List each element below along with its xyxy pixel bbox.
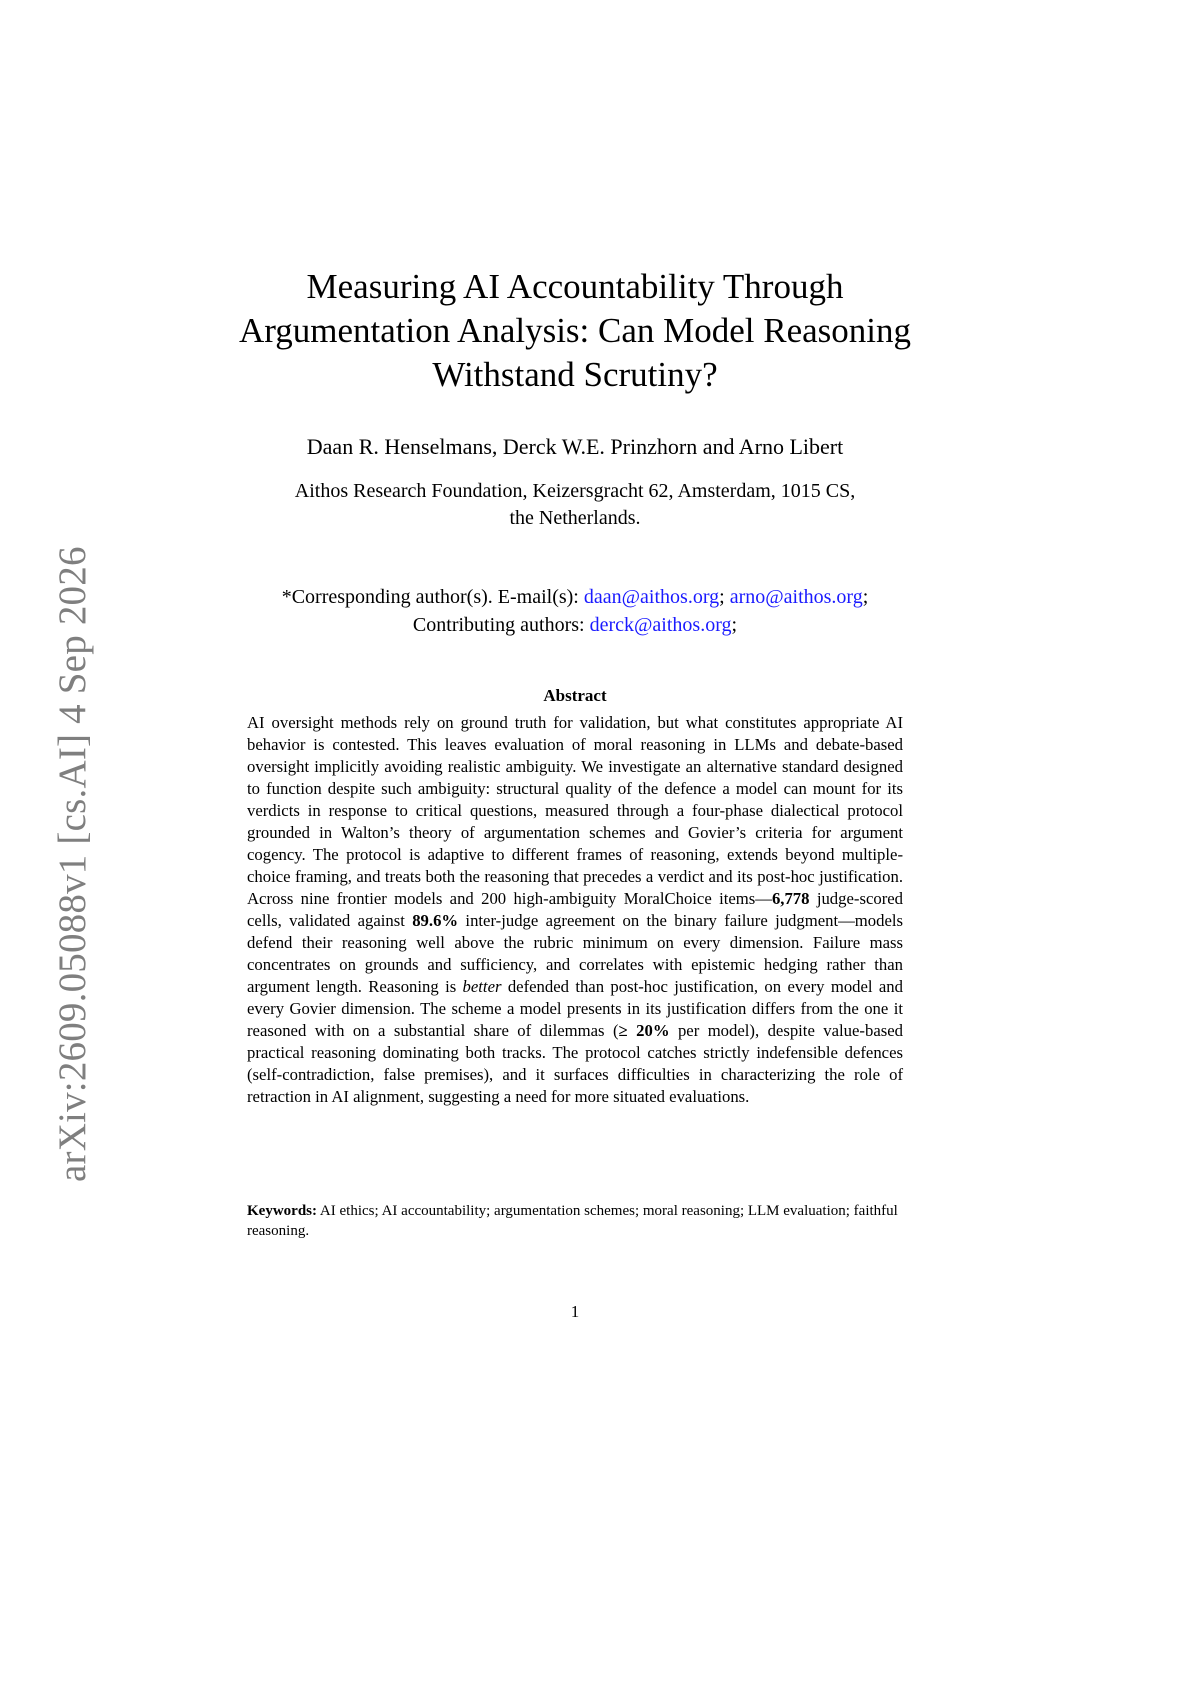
email-link-arno[interactable]: arno@aithos.org <box>729 586 863 608</box>
corresponding-authors <box>150 583 1000 639</box>
email-terminator: ; <box>731 614 738 636</box>
abstract-stat-share: ≥ 20% <box>618 1021 670 1040</box>
arxiv-identifier: arXiv:2609.05088v1 [cs.AI] 4 Sep 2026 <box>51 546 94 1182</box>
contributing-prefix: Contributing authors: <box>412 614 590 636</box>
abstract-heading: Abstract <box>543 686 607 705</box>
email-terminator: ; <box>862 586 869 608</box>
title-line: Measuring AI Accountability Through <box>306 267 844 306</box>
abstract-body <box>247 712 903 1108</box>
affiliation-line: Aithos Research Foundation, Keizersgracht 62, Amsterdam, 1015 CS, <box>294 480 856 502</box>
email-link-derck[interactable]: derck@aithos.org <box>589 614 732 636</box>
abstract-stat-agreement: 89.6% <box>412 911 459 930</box>
email-link-daan[interactable]: daan@aithos.org <box>583 586 720 608</box>
contributing-line <box>150 611 1000 639</box>
author-list: Daan R. Henselmans, Derck W.E. Prinzhorn and Arno Libert <box>306 434 844 459</box>
abstract-stat-cells: 6,778 <box>771 889 810 908</box>
paper-title <box>200 265 950 397</box>
keywords <box>247 1201 903 1241</box>
corresponding-prefix: *Corresponding author(s). E-mail(s): <box>281 586 584 608</box>
corresponding-line <box>150 583 1000 611</box>
abstract-text: judge-scored cells, validated against <box>247 889 904 930</box>
abstract-text: defended than post-hoc justification, on every model and every Govier dimension. The scheme a model presents in its justification differs from the one it reasoned with on a substantial share of dilemmas ( <box>247 977 903 1040</box>
keywords-text: AI ethics; AI accountability; argumentation schemes; moral reasoning; LLM evaluation; faithful reasoning. <box>247 1203 898 1239</box>
abstract-text: per model), despite value-based practical reasoning dominating both tracks. The protocol catches strictly indefensible defences (self-contradiction, false premises), and it surfaces difficulties in characterizing the role of retraction in AI alignment, suggesting a need for more situated evaluations. <box>247 1021 903 1106</box>
affiliation <box>150 478 1000 532</box>
title-line: Withstand Scrutiny? <box>432 355 718 394</box>
affiliation-line: the Netherlands. <box>509 507 641 529</box>
abstract-text: AI oversight methods rely on ground truth for validation, but what constitutes appropriate AI behavior is contested. This leaves evaluation of moral reasoning in LLMs and debate-based oversight implicitly avoiding realistic ambiguity. We investigate an alternative standard designed to function despite such ambiguity: structural quality of the defence a model can mount for its verdicts in response to critical questions, measured through a four-phase dialectical protocol grounded in Walton’s theory of argumentation schemes and Govier’s criteria for argument cogency. The protocol is adaptive to different frames of reasoning, extends beyond multiple-choice framing, and treats both the reasoning that precedes a verdict and its post-hoc justification. Across nine frontier models and 200 high-ambiguity MoralChoice items— <box>247 713 903 908</box>
keywords-label: Keywords: <box>247 1203 317 1219</box>
title-line: Argumentation Analysis: Can Model Reasoning <box>238 311 912 350</box>
page-number: 1 <box>570 1302 580 1321</box>
abstract-emphasis: better <box>462 977 502 996</box>
email-separator: ; <box>719 586 730 608</box>
abstract-text: inter-judge agreement on the binary failure judgment—models defend their reasoning well above the rubric minimum on every dimension. Failure mass concentrates on grounds and sufficiency, and correlates with epistemic hedging rather than argument length. Reasoning is <box>247 911 903 996</box>
